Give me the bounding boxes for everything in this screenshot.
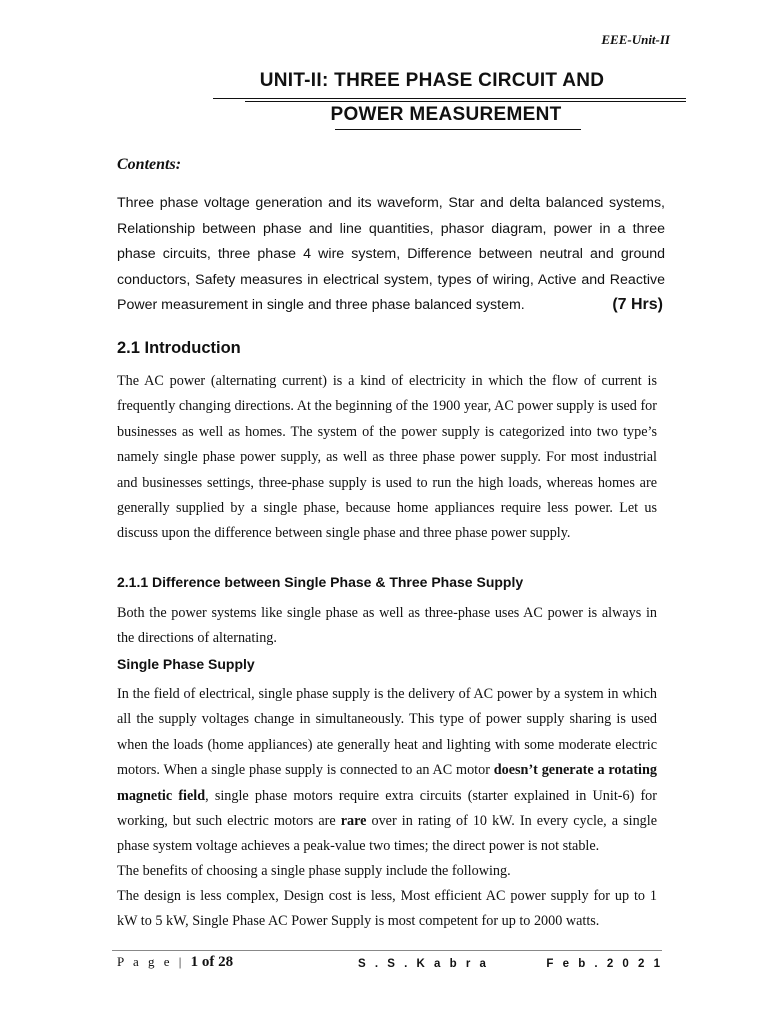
title-rule-bottom	[335, 129, 581, 130]
page-title-line-2: POWER MEASUREMENT	[330, 104, 562, 125]
title-rule-top	[213, 98, 686, 99]
intro-text: The AC power (alternating current) is a kind of electricity in which the flow of current is frequently changing directions. At the beginning of the 1900 year, AC power supply is used for businesses as well as homes. The system of the power supply is categorized into two type’s namely single phase power supply, as well as three phase power supply. For most industrial and businesses settings, three-phase supply is used to run the high loads, whereas homes are generally supplied by a single phase, because home appliances require less power. Let us discuss upon the difference between single phase and three phase power supply.	[117, 373, 657, 542]
single-phase-text-c: over in rating of 10 kW. In every cycle, a single phase system voltage achieves a peak-value two times; the direct power is not stable.	[117, 813, 658, 855]
difference-text: Both the power systems like single phase as well as three-phase uses AC power is always in the directions of alternating.	[117, 605, 657, 647]
benefits-intro: The benefits of choosing a single phase supply include the following.	[117, 863, 511, 879]
single-phase-bold-2: rare	[340, 813, 367, 830]
contents-label: Contents:	[117, 156, 182, 173]
intro-heading: 2.1 Introduction	[117, 339, 241, 357]
title-rule-top-2	[245, 101, 686, 102]
footer-page-number: 1 of 28	[190, 954, 234, 970]
hours-label: (7 Hrs)	[612, 296, 663, 313]
footer-page-label: P a g e |	[117, 954, 185, 969]
single-phase-bold-1: doesn’t generate a rotating magnetic field	[117, 762, 657, 804]
footer-date: F e b . 2 0 2 1	[546, 958, 663, 970]
footer-page	[117, 954, 233, 971]
single-phase-heading: Single Phase Supply	[117, 656, 255, 672]
single-phase-text	[117, 682, 657, 860]
footer-rule	[112, 950, 662, 951]
header-tag: EEE-Unit-II	[601, 32, 670, 47]
difference-heading: 2.1.1 Difference between Single Phase & Three Phase Supply	[117, 574, 524, 590]
single-phase-text-b: , single phase motors require extra circuits (starter explained in Unit-6) for working, but such electric motors are	[117, 787, 658, 830]
contents-text: Three phase voltage generation and its waveform, Star and delta balanced systems, Relationship between phase and line quantities, phasor diagram, power in a three phase circuits, three phase 4 wire system, Difference between neutral and ground conductors, Safety measures in electrical system, types of wiring, Active and Reactive Power measurement in single and three phase balanced system.	[117, 195, 665, 313]
page-title-line-1: UNIT-II: THREE PHASE CIRCUIT AND	[259, 70, 605, 91]
benefits-text: The design is less complex, Design cost is less, Most efficient AC power supply for up to 1 kW to 5 kW, Single Phase AC Power Supply is most competent for up to 2000 watts.	[117, 888, 657, 930]
footer-author: S . S . K a b r a	[358, 958, 489, 970]
single-phase-text-a: In the field of electrical, single phase supply is the delivery of AC power by a system in which all the supply voltages change in simultaneously. This type of power supply sharing is used when the loads (home appliances) ate generally heat and lighting with some moderate electric motors. When a single phase supply is connected to an AC motor	[117, 686, 657, 779]
